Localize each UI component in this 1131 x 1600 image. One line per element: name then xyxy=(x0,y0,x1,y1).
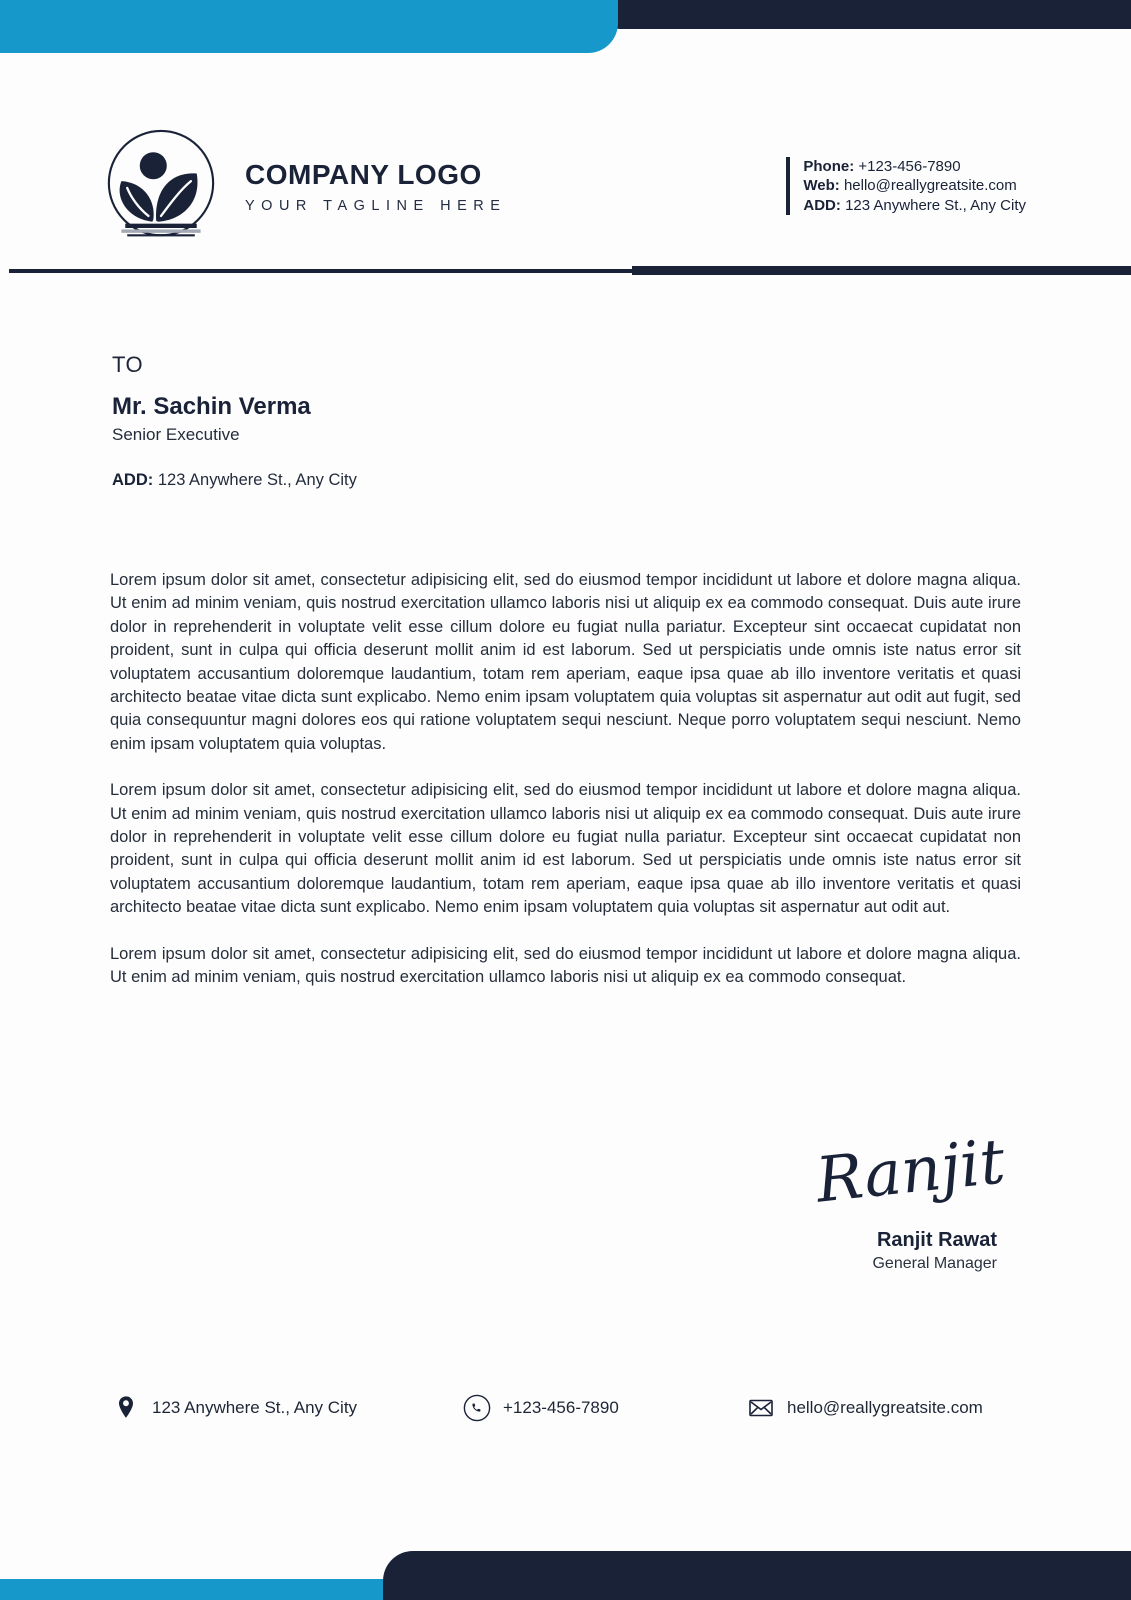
signer-name: Ranjit Rawat xyxy=(876,1228,997,1251)
paragraph-2: Lorem ipsum dolor sit amet, consectetur adipisicing elit, sed do eiusmod tempor incididunt ut labore et dolore magna aliqua. Ut enim ad minim veniam, quis nostrud exercitation ullamco laboris nisi ut aliquip ex ea commodo consequat. Duis aute irure dolor in reprehenderit in voluptate velit esse cillum dolore eu fugiat nulla pariatur. Excepteur sint occaecat cupidatat non proident, sunt in culpa qui officia deserunt mollit anim id est laborum. Sed ut perspiciatis unde omnis iste natus error sit voluptatem accusantium doloremque laudantium, totam rem aperiam, eaque ipsa quae ab illo inventore veritatis et quasi architecto beatae vitae dicta sunt explicabo. Nemo enim ipsam voluptatem quia voluptas sit aspernatur aut odit aut. xyxy=(110,781,1021,917)
recipient-name: Mr. Sachin Verma xyxy=(112,393,311,420)
company-tagline: YOUR TAGLINE HERE xyxy=(245,197,507,214)
footer-email-text: hello@reallygreatsite.com xyxy=(787,1398,983,1417)
top-blue-bar xyxy=(0,0,618,53)
header-contact-block xyxy=(786,157,1026,216)
handwritten-signature: Ranjit xyxy=(812,1124,1009,1217)
phone-label: Phone: xyxy=(803,157,855,175)
contact-web-line xyxy=(803,176,1026,196)
contact-divider-rule xyxy=(786,157,790,216)
brand xyxy=(105,126,506,246)
footer-address-item xyxy=(112,1394,357,1422)
paragraph-3: Lorem ipsum dolor sit amet, consectetur adipisicing elit, sed do eiusmod tempor incididunt ut labore et dolore magna aliqua. Ut enim ad minim veniam, quis nostrud exercitation ullamco laboris nisi ut aliquip ex ea commodo consequat. xyxy=(110,944,1021,987)
bottom-navy-bar xyxy=(383,1551,1131,1600)
address-label: ADD: xyxy=(803,196,841,214)
footer-phone-text: +123-456-7890 xyxy=(503,1398,619,1417)
company-logo-icon xyxy=(105,126,217,246)
footer-address-text: 123 Anywhere St., Any City xyxy=(152,1398,358,1417)
phone-value: +123-456-7890 xyxy=(858,157,961,175)
phone-icon xyxy=(463,1394,491,1422)
footer-phone-item xyxy=(463,1394,619,1422)
signer-title: General Manager xyxy=(872,1254,997,1272)
divider-thick-segment xyxy=(632,266,1131,275)
web-value: hello@reallygreatsite.com xyxy=(843,177,1017,195)
footer-email-item xyxy=(747,1394,983,1422)
divider-thin-segment xyxy=(9,269,634,273)
top-navy-bar xyxy=(598,0,1131,29)
brand-text xyxy=(245,159,506,214)
location-pin-icon xyxy=(112,1394,140,1422)
header xyxy=(105,126,1026,246)
recipient-block xyxy=(112,352,357,490)
company-name: COMPANY LOGO xyxy=(245,158,482,190)
signature-block xyxy=(812,1124,1009,1273)
web-label: Web: xyxy=(803,177,840,195)
recipient-address-label: ADD: xyxy=(112,471,154,489)
contact-phone-line xyxy=(803,157,1026,177)
email-icon xyxy=(747,1394,775,1422)
bottom-blue-bar xyxy=(0,1579,430,1600)
contact-address-line xyxy=(803,196,1026,216)
paragraph-1: Lorem ipsum dolor sit amet, consectetur adipisicing elit, sed do eiusmod tempor incididunt ut labore et dolore magna aliqua. Ut enim ad minim veniam, quis nostrud exercitation ullamco laboris nisi ut aliquip ex ea commodo consequat. Duis aute irure dolor in reprehenderit in voluptate velit esse cillum dolore eu fugiat nulla pariatur. Excepteur sint occaecat cupidatat non proident, sunt in culpa qui officia deserunt mollit anim id est laborum. Sed ut perspiciatis unde omnis iste natus error sit voluptatem accusantium doloremque laudantium, totam rem aperiam, eaque ipsa quae ab illo inventore veritatis et quasi architecto beatae vitae dicta sunt explicabo. Nemo enim ipsam voluptatem quia voluptas sit aspernatur aut odit aut fugit, sed quia consequuntur magni dolores eos qui ratione voluptatem sequi nesciunt. Neque porro voluptatem sequi nesciunt. Nemo enim ipsam voluptatem quia voluptas. xyxy=(110,571,1021,753)
recipient-address-line xyxy=(112,471,357,490)
letter-body xyxy=(110,569,1021,1013)
recipient-title: Senior Executive xyxy=(112,425,240,444)
header-divider xyxy=(0,266,1131,276)
contact-lines xyxy=(803,157,1026,216)
to-label: TO xyxy=(112,352,144,377)
address-value: 123 Anywhere St., Any City xyxy=(845,196,1026,214)
footer xyxy=(0,1394,1131,1426)
recipient-address: 123 Anywhere St., Any City xyxy=(157,471,357,489)
